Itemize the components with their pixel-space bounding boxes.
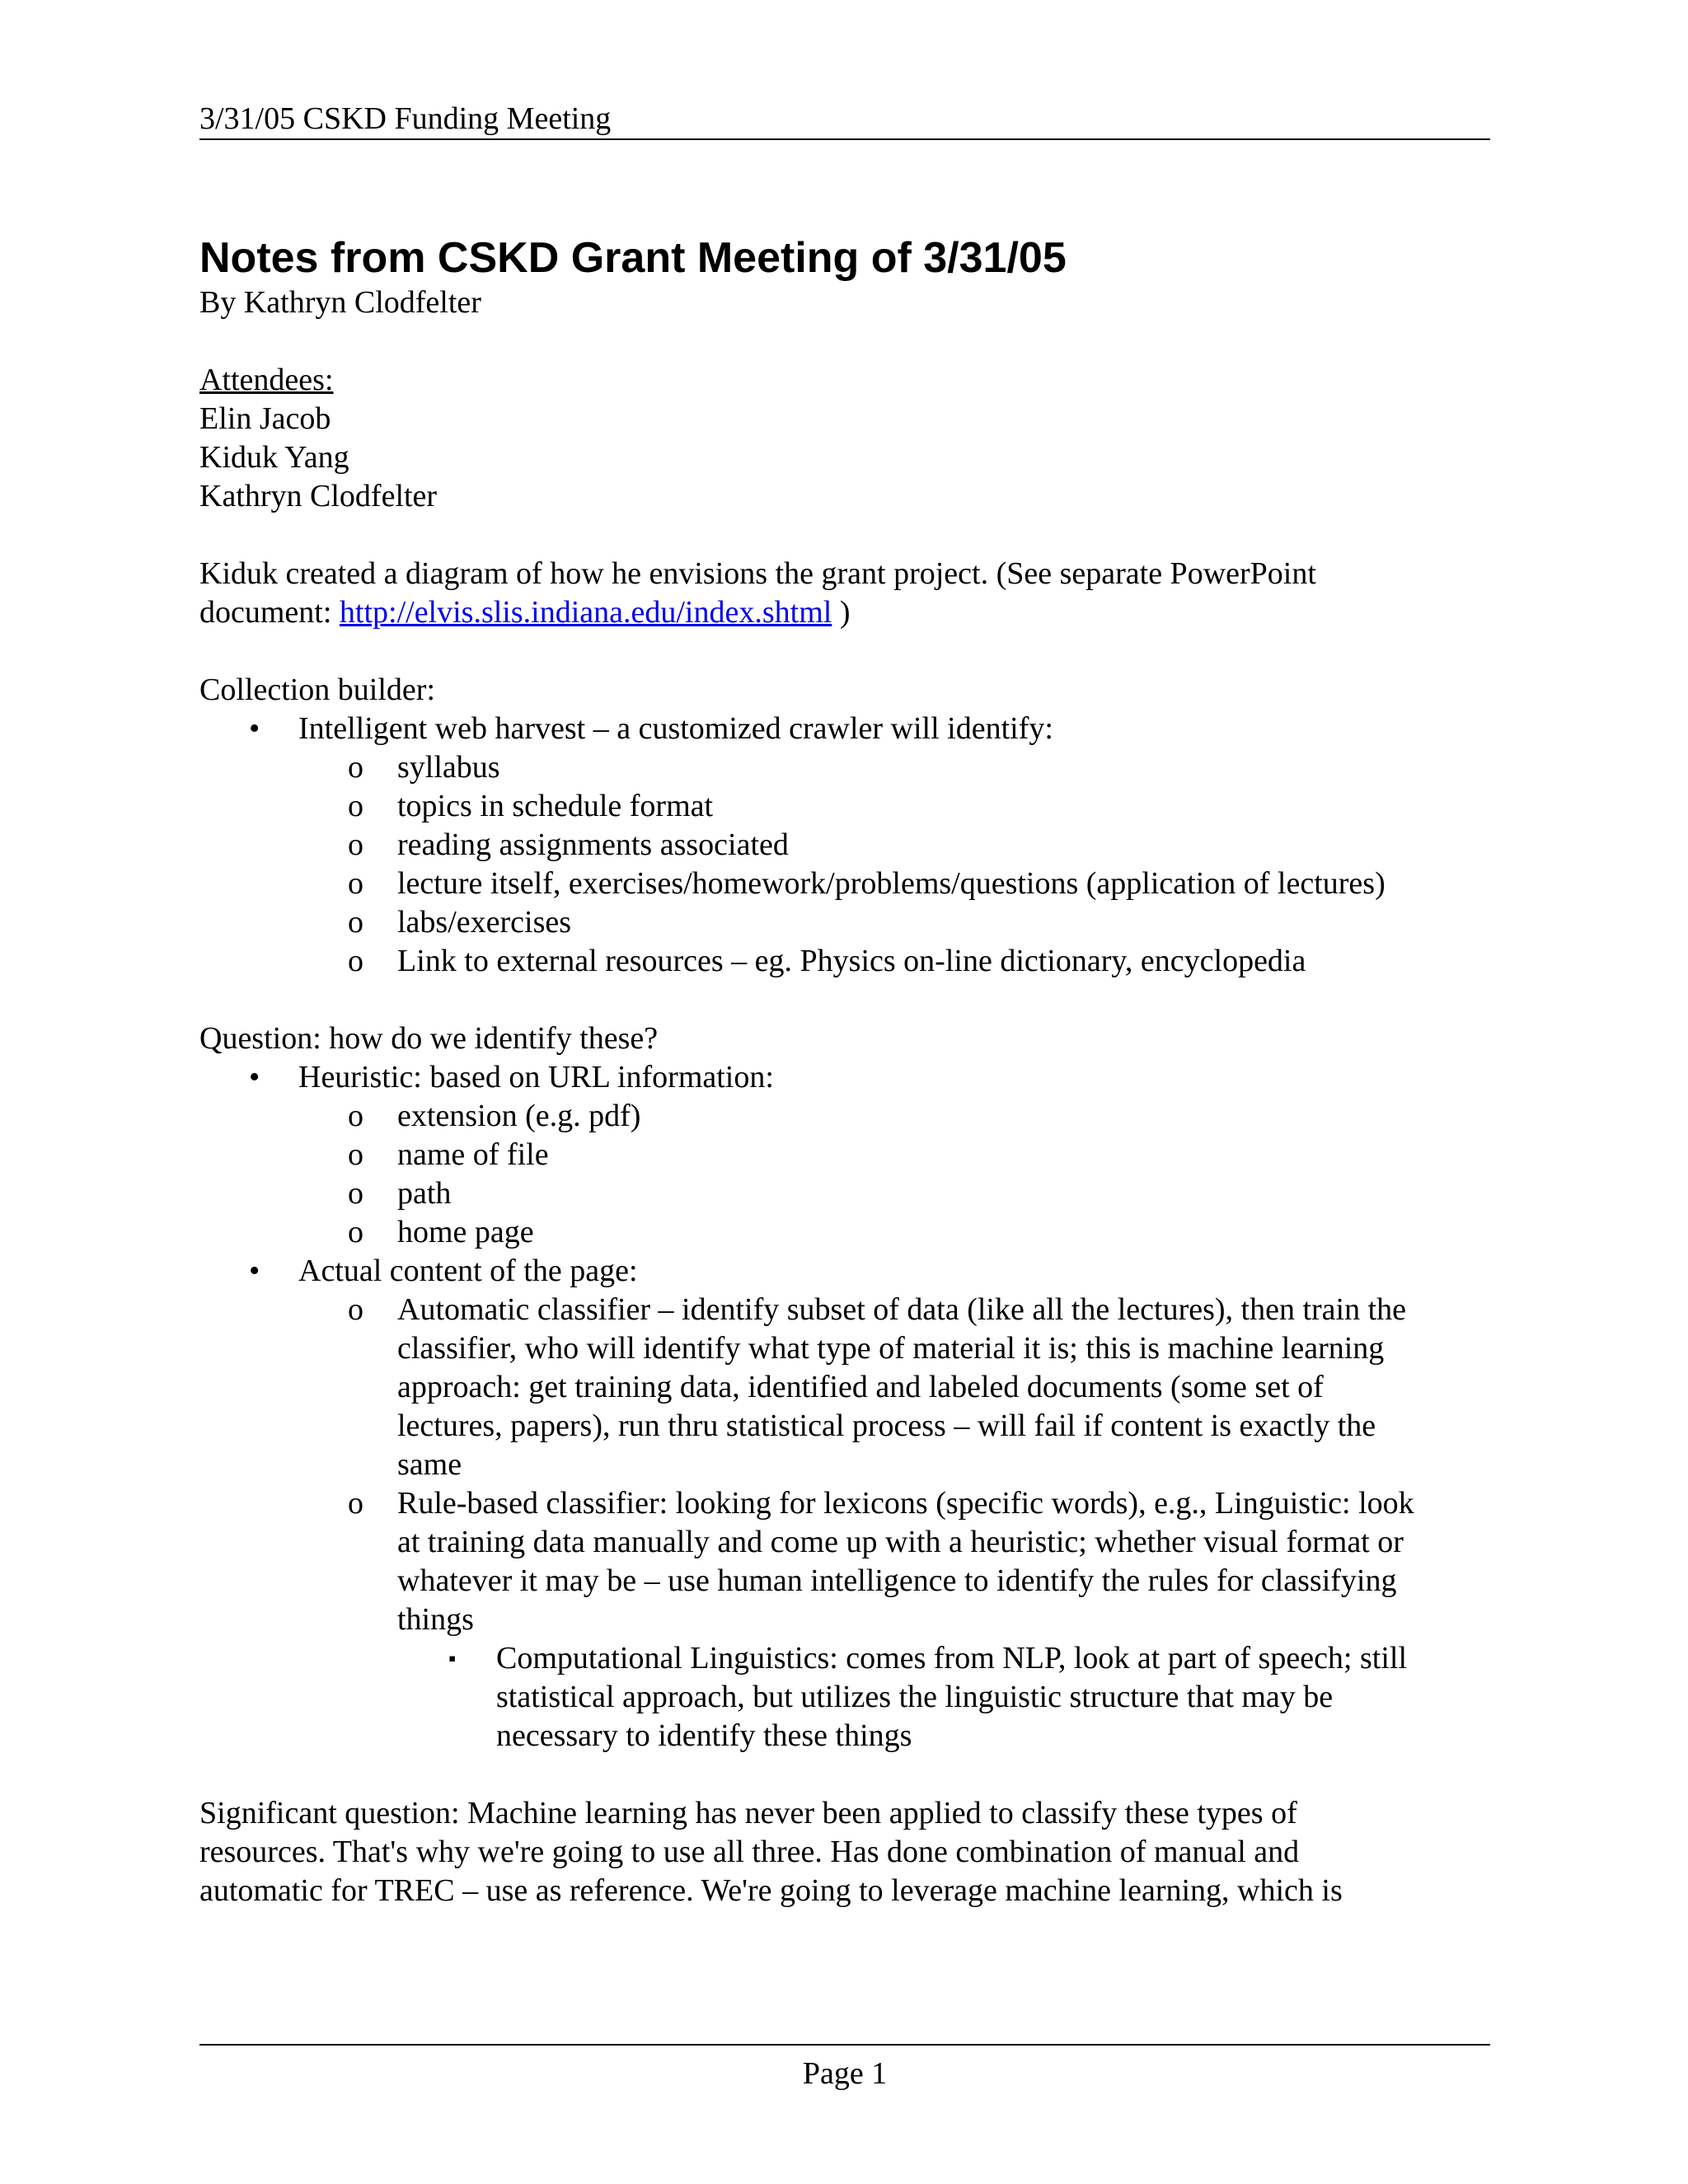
list-item: o Rule-based classifier: looking for lexicons (specific words), e.g., Linguistic: look at training data manually and come up with a heuristic; whether visual format or whatever it may be – use human intelligence to identify the rules for classifying things [348,1486,1414,1637]
circle-bullet-icon: o [348,1486,363,1521]
significant-paragraph-line: resources. That's why we're going to use all three. Has done combination of manual and [199,1835,1300,1869]
document-title: Notes from CSKD Grant Meeting of 3/31/05 [199,234,1067,282]
circle-bullet-icon: o [348,1099,363,1133]
list-item: o Automatic classifier – identify subset of data (like all the lectures), then train the classifier, who will identify what type of material it is; this is machine learning approach: get training data, identified and labeled documents (some set of lectures, papers), run thru statistical process – will fail if content is exactly the same [348,1292,1407,1482]
list-item: o path [199,1174,1490,1213]
list-item: o lecture itself, exercises/homework/problems/questions (application of lectures) [199,865,1490,903]
powerpoint-link[interactable]: http://elvis.slis.indiana.edu/index.shtml [339,595,832,630]
header-rule [199,138,1490,140]
list-item: o extension (e.g. pdf) [199,1097,1490,1136]
circle-bullet-icon: o [348,905,363,940]
circle-bullet-icon: o [348,1137,363,1172]
attendees-label: Attendees: [199,363,334,397]
bullet-icon: • [249,1060,260,1094]
byline: By Kathryn Clodfelter [199,285,481,320]
intro-paragraph-line: Kiduk created a diagram of how he envisions the grant project. (See separate PowerPoint [199,556,1316,591]
attendee-name: Kiduk Yang [199,440,349,475]
list-item: o topics in schedule format [199,787,1490,826]
circle-bullet-icon: o [348,1176,363,1211]
significant-paragraph-line: automatic for TREC – use as reference. We're going to leverage machine learning, which is [199,1873,1343,1908]
circle-bullet-icon: o [348,1215,363,1249]
bullet-icon: • [249,711,260,746]
list-item: • Intelligent web harvest – a customized crawler will identify: [199,710,1490,748]
circle-bullet-icon: o [348,866,363,901]
list-item: o reading assignments associated [199,826,1490,865]
list-item: o Link to external resources – eg. Physics on-line dictionary, encyclopedia [199,942,1490,981]
collection-builder-heading: Collection builder: [199,673,436,707]
list-item: o syllabus [199,748,1490,787]
page-number: Page 1 [802,2056,888,2091]
list-item: • Actual content of the page: [199,1252,1490,1291]
circle-bullet-icon: o [348,944,363,978]
footer-rule [199,2044,1490,2046]
running-header: 3/31/05 CSKD Funding Meeting [199,101,612,136]
list-item: o home page [199,1213,1490,1252]
circle-bullet-icon: o [348,789,363,823]
bullet-icon: • [249,1254,260,1288]
list-item: o labs/exercises [199,903,1490,942]
question-heading: Question: how do we identify these? [199,1021,659,1056]
attendee-name: Kathryn Clodfelter [199,479,438,513]
intro-paragraph-line: document: http://elvis.slis.indiana.edu/index.shtml ) [199,595,851,630]
list-item: o name of file [199,1136,1490,1174]
square-bullet-icon: ▪ [448,1647,457,1671]
circle-bullet-icon: o [348,827,363,862]
list-item: ▪ Computational Linguistics: comes from NLP, look at part of speech; still statistical approach, but utilizes the linguistic structure that may be necessary to identify these things [448,1641,1408,1753]
circle-bullet-icon: o [348,1292,363,1327]
document-body [199,232,1490,1910]
significant-paragraph-line: Significant question: Machine learning has never been applied to classify these types of [199,1796,1297,1830]
attendee-name: Elin Jacob [199,401,331,436]
circle-bullet-icon: o [348,750,363,785]
list-item: • Heuristic: based on URL information: [199,1058,1490,1097]
